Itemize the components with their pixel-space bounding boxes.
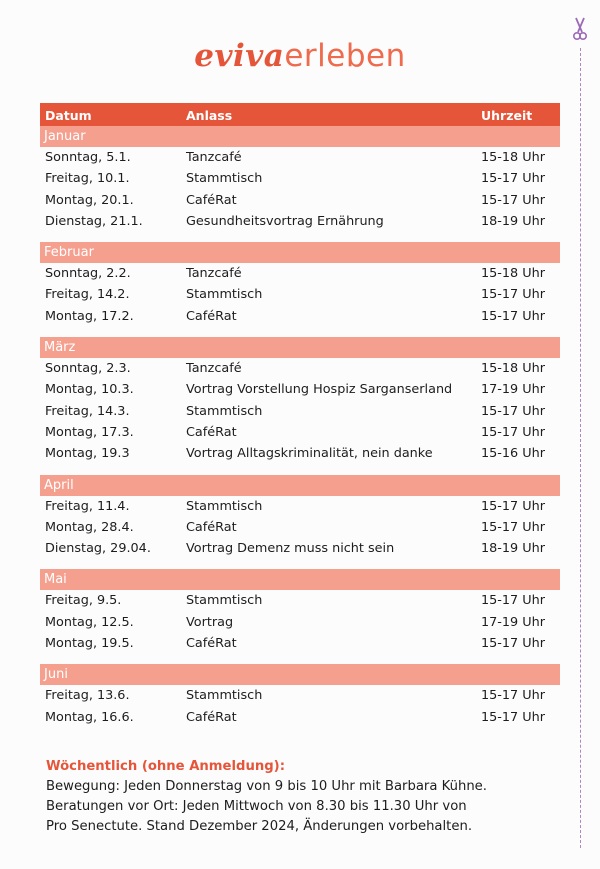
table-row: [40, 190, 560, 211]
month-header: Juni: [40, 664, 560, 685]
table-row: [40, 422, 560, 443]
date-cell: Freitag, 11.4.: [45, 498, 130, 514]
date-cell: Montag, 12.5.: [45, 614, 134, 630]
event-cell: CaféRat: [186, 519, 237, 535]
event-cell: Stammtisch: [186, 498, 263, 514]
time-cell: 18-19 Uhr: [481, 541, 545, 557]
month-header: Mai: [40, 569, 560, 590]
header-time: Uhrzeit: [481, 108, 533, 123]
time-cell: 17-19 Uhr: [481, 614, 545, 630]
event-cell: Gesundheitsvortrag Ernährung: [186, 213, 384, 229]
time-cell: 15-17 Uhr: [481, 636, 545, 652]
time-cell: 15-17 Uhr: [481, 287, 545, 303]
time-cell: 15-17 Uhr: [481, 403, 545, 419]
table-row: [40, 633, 560, 654]
header-date: Datum: [45, 108, 92, 123]
date-cell: Montag, 17.2.: [45, 308, 134, 324]
time-cell: 15-17 Uhr: [481, 519, 545, 535]
event-cell: CaféRat: [186, 308, 237, 324]
event-cell: Stammtisch: [186, 287, 263, 303]
cut-line: [580, 48, 581, 848]
date-cell: Montag, 17.3.: [45, 424, 134, 440]
table-header: [40, 103, 560, 126]
event-cell: CaféRat: [186, 636, 237, 652]
time-cell: 15-18 Uhr: [481, 361, 545, 377]
time-cell: 15-18 Uhr: [481, 266, 545, 282]
date-cell: Montag, 19.3: [45, 446, 130, 462]
event-cell: Tanzcafé: [186, 361, 242, 377]
date-cell: Freitag, 13.6.: [45, 688, 130, 704]
time-cell: 15-17 Uhr: [481, 424, 545, 440]
weekly-info-line: Bewegung: Jeden Donnerstag von 9 bis 10 Uhr mit Barbara Kühne.: [46, 779, 487, 794]
table-row: [40, 358, 560, 379]
table-row: [40, 379, 560, 400]
logo-sub: erleben: [284, 38, 406, 74]
time-cell: 15-17 Uhr: [481, 171, 545, 187]
table-row: [40, 168, 560, 189]
event-cell: CaféRat: [186, 192, 237, 208]
table-row: [40, 284, 560, 305]
time-cell: 15-17 Uhr: [481, 709, 545, 725]
table-row: [40, 590, 560, 611]
table-row: [40, 443, 560, 464]
table-row: [40, 401, 560, 422]
date-cell: Montag, 10.3.: [45, 382, 134, 398]
event-cell: Tanzcafé: [186, 150, 242, 165]
table-row: [40, 306, 560, 327]
date-cell: Montag, 20.1.: [45, 192, 134, 208]
date-cell: Sonntag, 2.2.: [45, 266, 131, 282]
logo: [0, 36, 600, 76]
logo-brand: eviva: [194, 38, 285, 74]
event-cell: Stammtisch: [186, 171, 263, 187]
schedule-table: [40, 103, 560, 728]
header-event: Anlass: [186, 108, 233, 123]
event-cell: CaféRat: [186, 424, 237, 440]
date-cell: Freitag, 14.2.: [45, 287, 130, 303]
date-cell: Montag, 16.6.: [45, 709, 134, 725]
date-cell: Sonntag, 5.1.: [45, 150, 131, 165]
time-cell: 15-18 Uhr: [481, 150, 545, 165]
month-header: Februar: [40, 242, 560, 263]
time-cell: 17-19 Uhr: [481, 382, 545, 398]
table-row: [40, 263, 560, 284]
table-row: [40, 517, 560, 538]
weekly-info-line: Beratungen vor Ort: Jeden Mittwoch von 8.30 bis 11.30 Uhr von: [46, 799, 467, 814]
date-cell: Montag, 19.5.: [45, 636, 134, 652]
date-cell: Dienstag, 21.1.: [45, 213, 143, 229]
month-header: Januar: [40, 126, 560, 147]
time-cell: 15-17 Uhr: [481, 192, 545, 208]
time-cell: 15-17 Uhr: [481, 688, 545, 704]
table-row: [40, 147, 560, 168]
time-cell: 15-17 Uhr: [481, 498, 545, 514]
date-cell: Freitag, 10.1.: [45, 171, 130, 187]
date-cell: Sonntag, 2.3.: [45, 361, 131, 377]
month-header: März: [40, 337, 560, 358]
date-cell: Dienstag, 29.04.: [45, 541, 151, 557]
event-cell: Vortrag Demenz muss nicht sein: [186, 541, 395, 557]
table-row: [40, 538, 560, 559]
table-row: [40, 496, 560, 517]
event-cell: Vortrag Alltagskriminalität, nein danke: [186, 446, 433, 462]
event-cell: CaféRat: [186, 709, 237, 725]
time-cell: 15-17 Uhr: [481, 593, 545, 609]
weekly-info-title: Wöchentlich (ohne Anmeldung):: [46, 759, 285, 774]
weekly-info-line: Pro Senectute. Stand Dezember 2024, Änderungen vorbehalten.: [46, 819, 473, 834]
time-cell: 15-17 Uhr: [481, 308, 545, 324]
event-cell: Stammtisch: [186, 403, 263, 419]
time-cell: 18-19 Uhr: [481, 213, 545, 229]
event-cell: Vortrag Vorstellung Hospiz Sarganserland: [186, 382, 453, 398]
time-cell: 15-16 Uhr: [481, 446, 545, 462]
scissors-icon: [571, 16, 589, 42]
event-cell: Stammtisch: [186, 688, 263, 704]
date-cell: Freitag, 14.3.: [45, 403, 130, 419]
weekly-info: [46, 757, 566, 837]
table-body: [40, 126, 560, 728]
month-header: April: [40, 475, 560, 496]
event-cell: Stammtisch: [186, 593, 263, 609]
table-row: [40, 707, 560, 728]
event-cell: Tanzcafé: [186, 266, 242, 282]
table-row: [40, 612, 560, 633]
date-cell: Montag, 28.4.: [45, 519, 134, 535]
table-row: [40, 685, 560, 706]
table-row: [40, 211, 560, 232]
event-cell: Vortrag: [186, 614, 234, 630]
date-cell: Freitag, 9.5.: [45, 593, 122, 609]
